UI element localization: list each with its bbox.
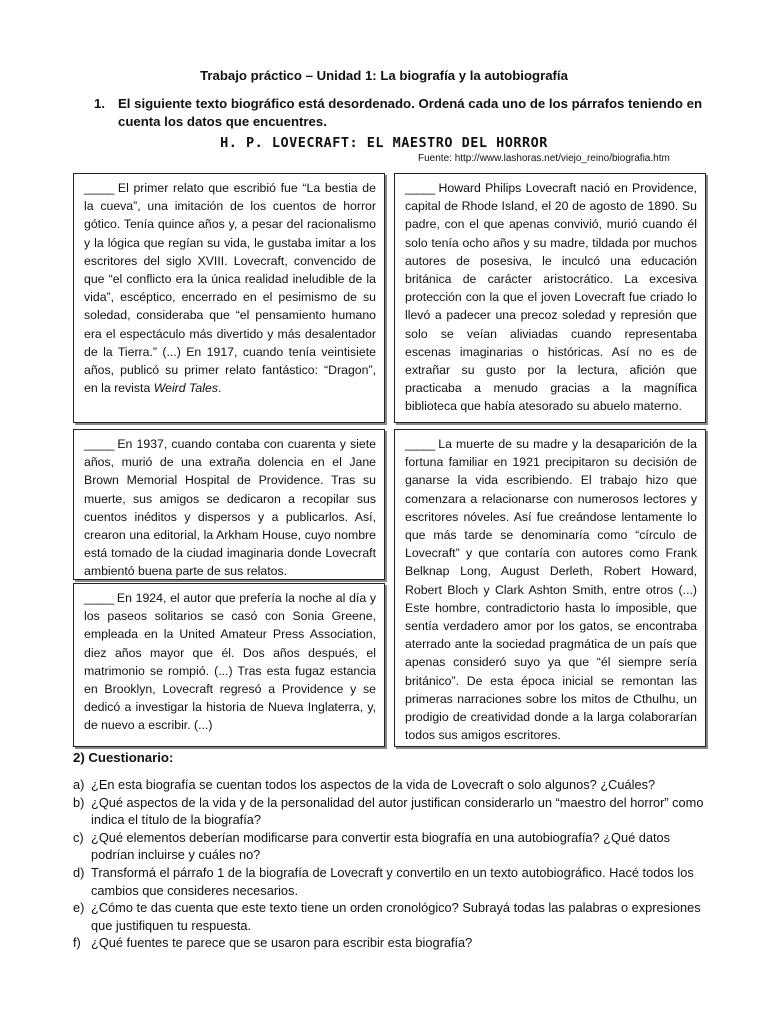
question-letter: d): [73, 864, 85, 880]
paragraph-box: [73, 429, 385, 580]
question-item: [73, 899, 713, 934]
question-text: ¿Cómo te das cuenta que este texto tiene un orden cronológico? Subrayá todas las palabras o expresiones que justifiquen tu respuesta.: [91, 900, 701, 933]
paragraph-box: [73, 583, 385, 747]
source-citation: Fuente: http://www.lashoras.net/viejo_reino/biografia.htm: [418, 153, 670, 164]
question-letter: c): [73, 829, 84, 845]
order-blank[interactable]: _____: [405, 181, 435, 195]
article-heading: H. P. LOVECRAFT: EL MAESTRO DEL HORROR: [220, 135, 548, 151]
order-blank[interactable]: _____: [405, 437, 435, 451]
question-letter: b): [73, 794, 85, 810]
paragraph-box: [394, 173, 706, 423]
paragraph-text: La muerte de su madre y la desaparición de la fortuna familiar en 1921 precipitaron su decisión de ganarse la vida escribiendo. El trabajo hizo que comenzara a relacionarse con numerosos lectores y escritores nóveles. Así fue creándose lentamente lo que más tarde se denominaría como “círculo de Lovecraft” y que contaría con autores como Frank Belknap Long, August Derleth, Robert Howard, Robert Bloch y Clark Ashton Smith, entre otros (...) Este hombre, contradictorio hasta lo imposible, que sentía verdadero amor por los gatos, se encontraba aterrado ante la sociedad pragmática de un país que apenas consideró suyo ya que “él siempre sería británico”. De esta época inicial se remontan las primeras narraciones sobre los mitos de Cthulhu, un prodigio de creatividad donde a la larga colaborarían todos sus amigos escritores.: [405, 437, 697, 743]
paragraph-text: El primer relato que escribió fue “La bestia de la cueva”, una imitación de los cuentos de horror gótico. Tenía quince años y, a pesar del racionalismo y la lógica que regían su vida, le gustaba imitar a los escritores del siglo XVIII. Lovecraft, convencido de que “el conflicto era la única realidad ineludible de la vida”, escéptico, encerrado en el pesimismo de su soledad, consideraba que “el pensamiento humano era el espectáculo más divertido y más desalentador de la Tierra.” (...) En 1917, cuando tenía veintisiete años, publicó su primer relato fantástico: “Dragon”, en la revista: [84, 181, 376, 396]
question-item: [73, 794, 713, 829]
paragraph-text: En 1924, el autor que prefería la noche al día y los paseos solitarios se casó con Sonia Greene, empleada en la United Amateur Press Association, diez años mayor que él. Dos años después, el matrimonio se rompió. (...) Tras esta fugaz estancia en Brooklyn, Lovecraft regresó a Providence y se dedicó a investigar la historia de Nueva Inglaterra, y, de nuevo a escribir. (...): [84, 591, 376, 733]
paragraph-text: Howard Philips Lovecraft nació en Providence, capital de Rhode Island, el 20 de agosto de 1890. Su padre, con el que apenas convivió, murió cuando él solo tenía ocho años y su madre, tildada por muchos autores de posesiva, le inculcó una educación británica de carácter aristocrático. La excesiva protección con la que el joven Lovecraft fue criado lo llevó a padecer una precoz soledad y represión que solo se veían aliviadas cuando representaba escenas imaginarias o históricas. Así no es de extrañar su gusto por la lectura, afición que practicaba a menudo gracias a la magnífica biblioteca que había atesorado su abuelo materno.: [405, 181, 697, 414]
paragraph-box: [394, 429, 706, 747]
paragraph-text-end: .: [217, 381, 222, 396]
order-blank[interactable]: _____: [84, 181, 114, 195]
order-blank[interactable]: _____: [84, 591, 114, 605]
order-blank[interactable]: _____: [84, 437, 114, 451]
question-text: ¿Qué fuentes te parece que se usaron para escribir esta biografía?: [91, 935, 473, 951]
instruction-text: El siguiente texto biográfico está desordenado. Ordená cada uno de los párrafos teniendo en cuenta los datos que encuentres.: [118, 96, 703, 129]
question-text: Transformá el párrafo 1 de la biografía de Lovecraft y convertilo en un texto autobiográfico. Hacé todos los cambios que consideres necesarios.: [91, 864, 694, 898]
question-item: [73, 776, 713, 794]
paragraph-text: En 1937, cuando contaba con cuarenta y siete años, murió de una extraña dolencia en el Jane Brown Memorial Hospital de Providence. Tras su muerte, sus amigos se dedicaron a recopilar sus cuentos inéditos y dispersos y a publicarlos. Así, crearon una editorial, la Arkham House, cuyo nombre está tomado de la ciudad imaginaria donde Lovecraft ambientó buena parte de sus relatos.: [84, 437, 376, 579]
question-letter: f): [73, 935, 81, 951]
question-letter: a): [73, 777, 85, 792]
question-item: [73, 934, 713, 952]
question-letter: e): [73, 900, 85, 916]
paragraph-box: [73, 173, 385, 423]
question-text: ¿Qué aspectos de la vida y de la personalidad del autor justifican considerarlo un “maestro del horror” como indica el título de la biografía?: [91, 794, 704, 828]
questionnaire-heading: 2) Cuestionario:: [73, 750, 174, 765]
page-title: Trabajo práctico – Unidad 1: La biografía y la autobiografía: [200, 68, 568, 83]
magazine-title: Weird Tales: [153, 381, 218, 396]
instruction: [94, 95, 704, 131]
question-text: ¿Qué elementos deberían modificarse para convertir esta biografía en una autobiografía? ¿Qué datos podrían incluirse y cuáles no?: [91, 829, 671, 863]
question-item: [73, 864, 713, 899]
question-list: [73, 776, 713, 952]
question-item: [73, 829, 713, 864]
question-text: ¿En esta biografía se cuentan todos los aspectos de la vida de Lovecraft o solo algunos? ¿Cuáles?: [91, 777, 656, 792]
instruction-number: 1.: [94, 96, 105, 111]
